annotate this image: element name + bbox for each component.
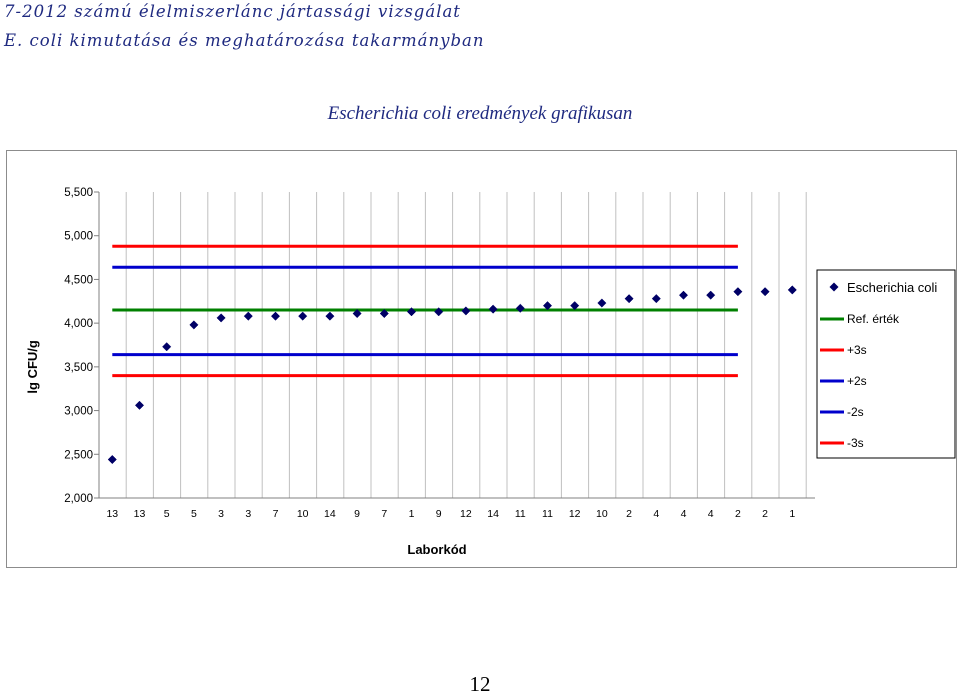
data-point bbox=[707, 291, 715, 299]
legend-label: +2s bbox=[847, 374, 867, 388]
x-tick-label: 4 bbox=[680, 508, 687, 520]
y-axis-title: lg CFU/g bbox=[25, 340, 40, 394]
x-tick-label: 9 bbox=[354, 508, 361, 520]
legend-label: +3s bbox=[847, 343, 867, 357]
x-tick-label: 12 bbox=[460, 508, 472, 520]
y-tick-label: 3,500 bbox=[64, 361, 93, 374]
y-tick-label: 2,500 bbox=[64, 449, 93, 462]
data-point bbox=[625, 294, 633, 302]
x-tick-label: 12 bbox=[568, 508, 581, 520]
x-tick-label: 11 bbox=[542, 508, 553, 520]
chart-heading: Escherichia coli eredmények grafikusan bbox=[327, 103, 633, 124]
labels-layer bbox=[25, 187, 795, 557]
data-point bbox=[135, 401, 143, 409]
data-point bbox=[462, 307, 470, 315]
x-tick-label: 14 bbox=[487, 508, 499, 520]
legend-label: Escherichia coli bbox=[847, 280, 938, 295]
x-tick-label: 10 bbox=[596, 508, 608, 520]
data-point bbox=[190, 321, 198, 329]
data-point bbox=[326, 312, 334, 320]
chart-frame bbox=[6, 150, 957, 568]
x-tick-label: 2 bbox=[734, 508, 741, 520]
x-tick-label: 7 bbox=[272, 508, 279, 520]
x-axis-title: Laborkód bbox=[407, 542, 467, 557]
y-tick-label: 2,000 bbox=[64, 493, 93, 505]
data-point bbox=[788, 286, 796, 294]
x-tick-label: 7 bbox=[381, 508, 388, 520]
x-tick-label: 13 bbox=[133, 508, 146, 520]
x-tick-label: 14 bbox=[324, 508, 336, 520]
legend-layer bbox=[817, 270, 955, 458]
data-point bbox=[163, 343, 171, 351]
y-tick-label: 5,500 bbox=[64, 187, 93, 199]
y-tick-label: 3,000 bbox=[64, 405, 93, 418]
axis-layer bbox=[94, 192, 815, 498]
x-tick-label: 2 bbox=[762, 508, 769, 520]
y-tick-label: 5,000 bbox=[64, 230, 93, 243]
x-tick-label: 5 bbox=[163, 508, 170, 520]
data-point bbox=[598, 299, 606, 307]
x-tick-label: 10 bbox=[296, 508, 309, 520]
data-point bbox=[489, 305, 497, 313]
grid-layer bbox=[99, 192, 806, 498]
chart-svg bbox=[7, 151, 956, 567]
y-tick-label: 4,000 bbox=[64, 318, 93, 331]
data-point bbox=[679, 291, 687, 299]
data-point bbox=[108, 455, 116, 463]
document-header-line-2: E. coli kimutatása és meghatározása takarmányban bbox=[4, 31, 485, 50]
x-tick-label: 4 bbox=[653, 508, 660, 520]
data-point bbox=[244, 312, 252, 320]
x-tick-label: 4 bbox=[707, 508, 714, 520]
data-point bbox=[652, 294, 660, 302]
legend-label: Ref. érték bbox=[847, 312, 900, 326]
document-header-line-1: 7-2012 számú élelmiszerlánc jártassági vizsgálat bbox=[4, 2, 461, 21]
data-point bbox=[734, 287, 742, 295]
x-tick-label: 11 bbox=[514, 508, 526, 520]
x-tick-label: 2 bbox=[626, 508, 633, 520]
x-tick-label: 1 bbox=[789, 508, 796, 520]
legend-label: -3s bbox=[847, 436, 864, 450]
x-tick-label: 3 bbox=[245, 508, 252, 520]
data-point bbox=[217, 314, 225, 322]
data-point bbox=[761, 287, 769, 295]
data-point bbox=[271, 312, 279, 320]
x-tick-label: 9 bbox=[435, 508, 442, 520]
y-tick-label: 4,500 bbox=[64, 274, 93, 287]
x-tick-label: 1 bbox=[408, 508, 415, 520]
x-tick-label: 5 bbox=[190, 508, 197, 520]
x-tick-label: 3 bbox=[218, 508, 225, 520]
page-number: 12 bbox=[469, 672, 491, 696]
legend-box bbox=[817, 270, 955, 458]
legend-label: -2s bbox=[847, 405, 864, 419]
x-tick-label: 13 bbox=[106, 508, 119, 520]
data-point bbox=[299, 312, 307, 320]
